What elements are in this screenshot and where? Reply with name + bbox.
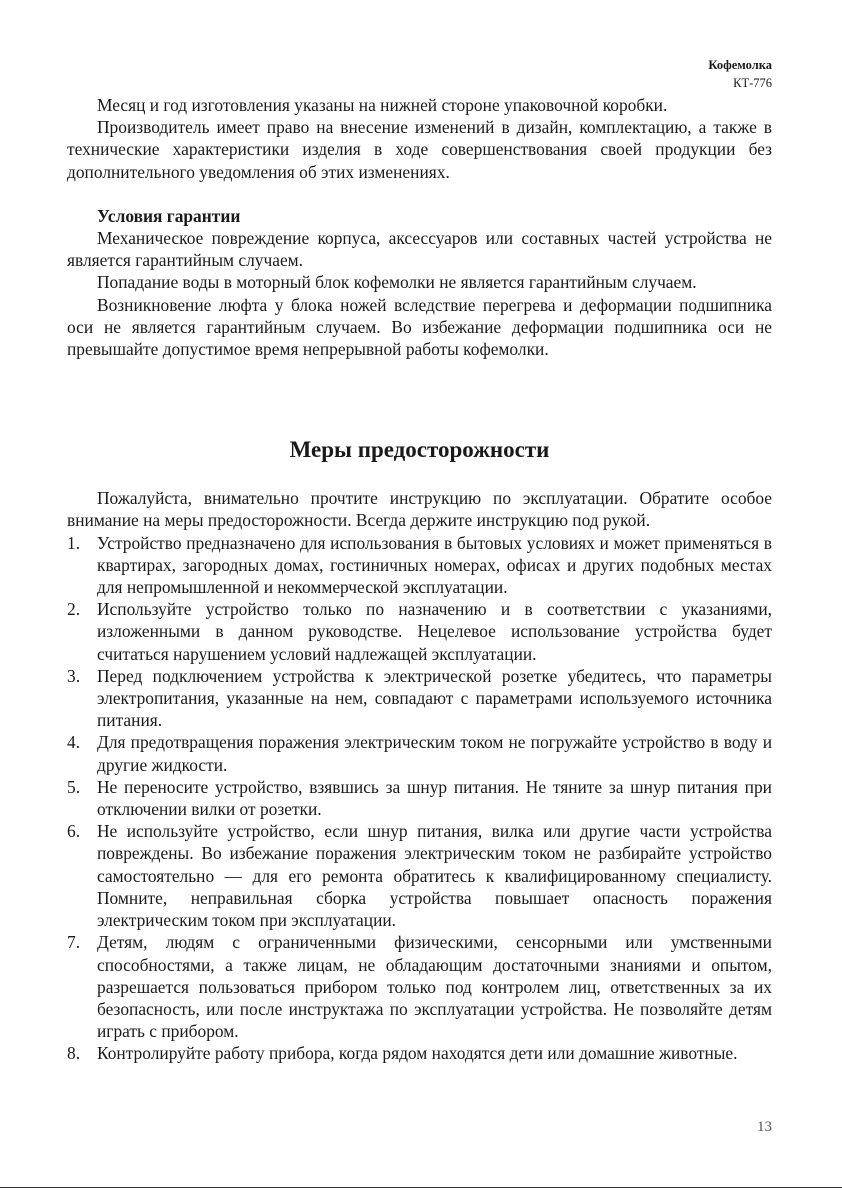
list-item-number: 5. [67, 776, 81, 797]
list-item-text: Не используйте устройство, если шнур питания, вилка или другие части устройства повреждены. Во избежание поражения электрическим током не разбирайте устройство самостоятельно — для его ремонта обратитесь к квалифицированному специалисту. Помните, неправильная сборка устройства повышает опасность поражения электрическим током при эксплуатации. [97, 821, 772, 931]
list-item [67, 665, 772, 732]
list-item-text: Не переносите устройство, взявшись за шнур питания. Не тяните за шнур питания при отключении вилки от розетки. [97, 776, 772, 820]
list-item [67, 598, 772, 665]
list-item-number: 8. [67, 1043, 81, 1064]
list-item [67, 1042, 772, 1064]
warranty-paragraph: Возникновение люфта у блока ножей вследствие перегрева и деформации подшипника оси не является гарантийным случаем. Во избежание деформации подшипника оси не превышайте допустимое время непрерывной работы кофемолки. [67, 294, 772, 360]
precautions-intro: Пожалуйста, внимательно прочтите инструкцию по эксплуатации. Обратите особое внимание на меры предосторожности. Всегда держите инструкцию под рукой. [67, 488, 772, 531]
warranty-heading: Условия гарантии [97, 205, 241, 226]
list-item [67, 532, 772, 599]
intro-paragraph: Производитель имеет право на внесение изменений в дизайн, комплектацию, а также в технические характеристики изделия в ходе совершенствования своей продукции без дополнительного уведомления об этих изменениях. [67, 117, 772, 182]
list-item-number: 6. [67, 821, 81, 842]
warranty-paragraph: Механическое повреждение корпуса, аксессуаров или составных частей устройства не является гарантийным случаем. [67, 228, 772, 271]
list-item-number: 2. [67, 599, 81, 620]
warranty-paragraph: Попадание воды в моторный блок кофемолки не является гарантийным случаем. [97, 272, 697, 293]
list-item-text: Контролируйте работу прибора, когда рядом находятся дети или домашние животные. [97, 1043, 738, 1064]
list-item-number: 3. [67, 665, 81, 686]
page-content [67, 94, 772, 1065]
list-item-text: Используйте устройство только по назначению и в соответствии с указаниями, изложенными в данном руководстве. Нецелевое использование устройства будет считаться нарушением условий надлежащей эксплуатации. [97, 599, 772, 664]
intro-paragraph: Месяц и год изготовления указаны на нижней стороне упаковочной коробки. [97, 95, 668, 115]
list-item-number: 7. [67, 932, 81, 953]
list-item-text: Детям, людям с ограниченными физическими, сенсорными или умственными способностями, а также лицам, не обладающим достаточными знаниями и опытом, разрешается пользоваться прибором только под контролем лиц, ответственных за их безопасность, или после инструктажа по эксплуатации устройства. Не позволяйте детям играть с прибором. [97, 932, 772, 1042]
list-item-text: Устройство предназначено для использования в бытовых условиях и может применяться в квартирах, загородных домах, гостиничных номерах, офисах и других подобных местах для непромышленной и некоммерческой эксплуатации. [97, 532, 772, 598]
list-item-text: Перед подключением устройства к электрической розетке убедитесь, что параметры электропитания, указанные на нем, совпадают с параметрами используемого источника питания. [97, 665, 772, 731]
list-item-text: Для предотвращения поражения электрическим током не погружайте устройство в воду и другие жидкости. [97, 732, 772, 775]
list-item [67, 820, 772, 931]
precautions-list [67, 532, 772, 1065]
list-item [67, 776, 772, 820]
page-number: 13 [757, 1119, 772, 1135]
list-item [67, 931, 772, 1042]
list-item-number: 1. [67, 532, 81, 553]
header-model-number: КТ-776 [733, 76, 772, 90]
header-product-name: Кофемолка [708, 58, 772, 72]
list-item-number: 4. [67, 732, 81, 753]
page-bottom-rule [0, 1187, 842, 1188]
running-header [708, 56, 772, 92]
list-item [67, 731, 772, 775]
precautions-title: Меры предосторожности [289, 437, 550, 463]
